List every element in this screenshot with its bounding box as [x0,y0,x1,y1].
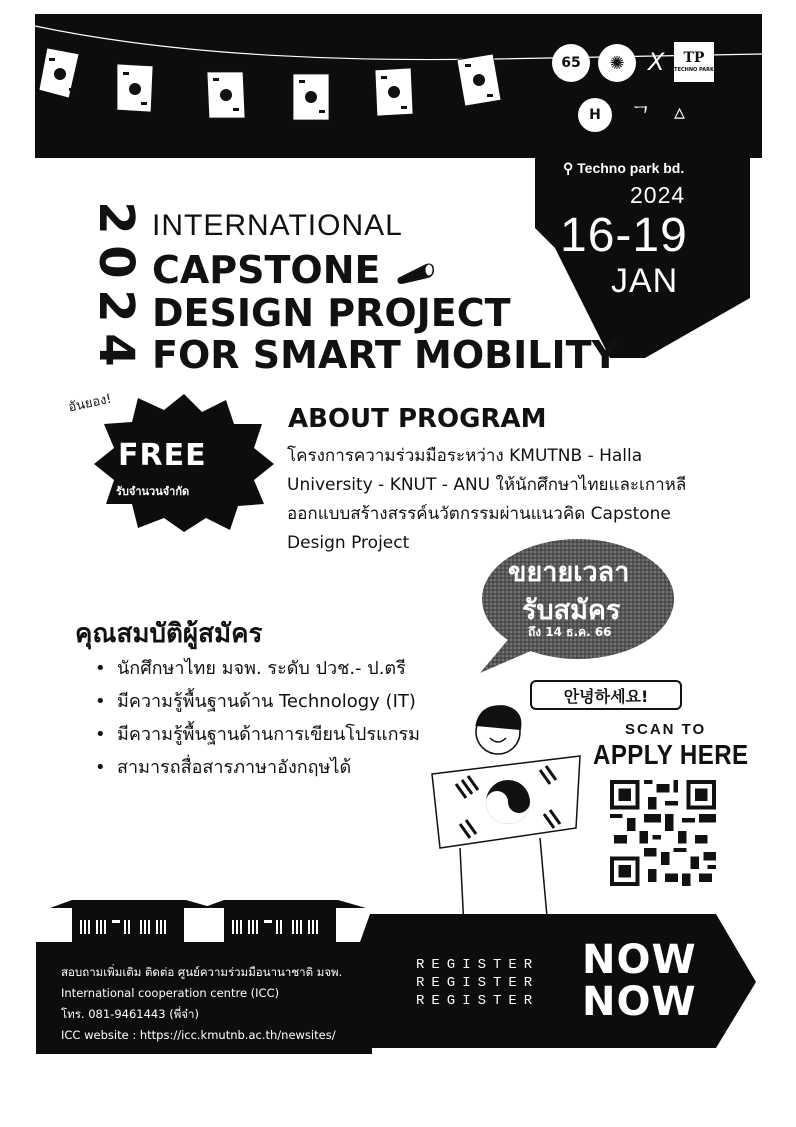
year-digit: 2 [88,201,144,235]
qualification-item: • นักศึกษาไทย มจพ. ระดับ ปวช.- ป.ตรี [95,652,495,685]
location-pin-icon: ⚲ [563,160,574,176]
contact-line-1: สอบถามเพิ่มเติม ติดต่อ ศูนย์ความร่วมมือนานาชาติ มจพ. [61,965,343,979]
free-badge-title: FREE [118,438,207,473]
extension-line-1: ขยายเวลา [508,557,630,588]
qualification-item: • มีความรู้พื้นฐานด้าน Technology (IT) [95,685,495,718]
greeting-speech-box: 안녕하세요! [530,680,682,710]
year-digit: 2 [88,289,144,323]
university-seal-logo: ✺ [598,44,636,82]
register-repeat [416,956,539,1010]
now-word: NOW [582,979,697,1025]
qr-code-icon[interactable] [610,780,716,886]
title-line-4: FOR SMART MOBILITY [152,333,620,377]
register-word: REGISTER [416,957,540,973]
title-line-2 [152,248,436,292]
title-line-1: INTERNATIONAL [152,209,403,242]
kmutnb-65-logo: 65 [552,44,590,82]
person-holding-korean-flag-illustration [420,698,595,928]
qualification-item: • มีความรู้พื้นฐานด้านการเขียนโปรแกรม [95,718,495,751]
techno-park-logo: TP TECHNO PARK [674,42,714,82]
free-badge-tag: อันยอง! [67,391,113,416]
event-month: JAN [611,262,679,300]
scan-to-label: SCAN TO [625,721,707,738]
free-badge-subtitle: รับจำนวนจำกัด [116,485,190,498]
register-word: REGISTER [416,975,540,991]
halla-university-logo: H [578,98,612,132]
vertical-year [88,196,144,376]
knut-logo: ᄀ [630,105,652,130]
event-year: 2024 [630,182,686,208]
about-title: ABOUT PROGRAM [288,404,547,434]
partner-logos [548,40,748,140]
venue-text: Techno park bd. [577,160,685,176]
contact-website[interactable]: ICC website : https://icc.kmutnb.ac.th/newsites/ [61,1028,336,1042]
now-callout [582,939,697,1023]
event-days: 16-19 [560,209,688,262]
qualification-item: • สามารถสื่อสารภาษาอังกฤษได้ [95,751,495,784]
contact-phone: โทร. 081-9461443 (พี่จ๋า) [61,1007,199,1021]
qualifications-title: คุณสมบัติผู้สมัคร [75,619,263,649]
year-digit: 0 [88,245,144,279]
about-body: โครงการความร่วมมือระหว่าง KMUTNB - Halla University - KNUT - ANU ให้นักศึกษาไทยและเกาหลี ออกแบบสร้างสรรค์นวัตกรรมผ่านแนวคิด Capstone Design Project [287,446,687,553]
contact-info [61,962,342,1046]
extension-deadline: ถึง 14 ธ.ค. 66 [528,625,612,639]
contact-line-2: International cooperation centre (ICC) [61,986,280,1000]
register-word: REGISTER [416,993,540,1009]
year-digit: 4 [88,333,144,367]
venue-label [563,160,684,177]
now-word: NOW [582,937,697,983]
partnership-x-mark: X [648,48,665,76]
apply-here-label: APPLY HERE [593,739,749,770]
anu-logo: ▵ [674,100,686,125]
extension-line-2: รับสมัคร [522,595,621,626]
scroll-icon [396,260,436,286]
title-line-2-text: CAPSTONE [152,248,381,292]
title-line-3: DESIGN PROJECT [152,291,511,335]
